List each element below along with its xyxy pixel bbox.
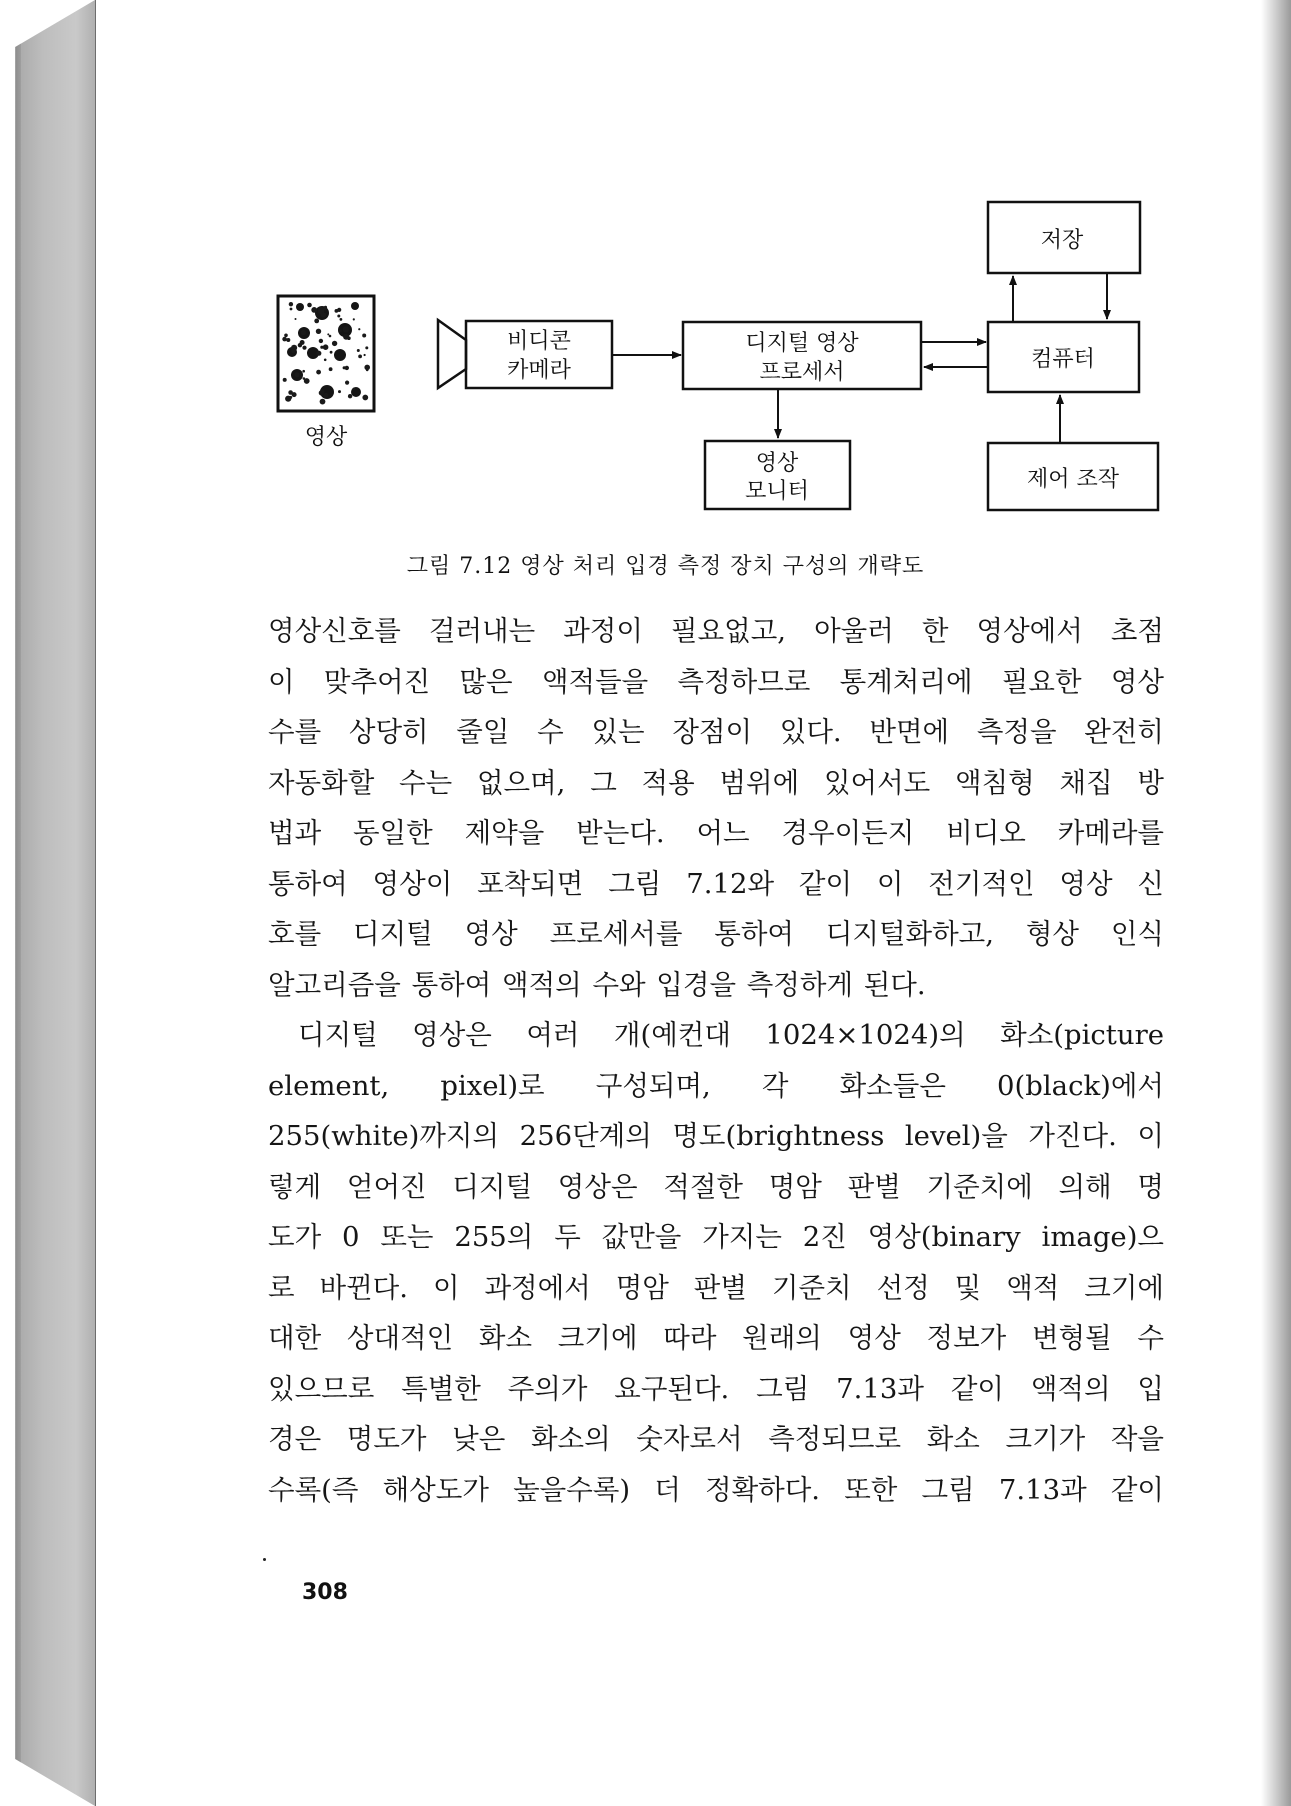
particle-dot xyxy=(301,330,306,335)
particle-dot xyxy=(307,303,312,308)
camera-label-line1: 비디콘 xyxy=(507,329,571,354)
particle-dot xyxy=(311,307,317,313)
text-line: 도가 0 또는 255의 두 값만을 가지는 2진 영상(binary image)으 xyxy=(268,1221,1164,1253)
particle-dot xyxy=(364,354,366,356)
particle-dot xyxy=(358,355,362,359)
particle-dot xyxy=(366,369,369,372)
particle-dot xyxy=(343,366,346,369)
text-line: 있으므로 특별한 주의가 요구된다. 그림 7.13과 같이 액적의 입 xyxy=(268,1372,1164,1405)
text-line: 통하여 영상이 포착되면 그림 7.12와 같이 이 전기적인 영상 신 xyxy=(268,867,1164,900)
particle-dot xyxy=(345,381,349,385)
text-line: 법과 동일한 제약을 받는다. 어느 경우이든지 비디오 카메라를 xyxy=(268,817,1164,849)
particle-image xyxy=(278,296,374,411)
digital-image-processor-block xyxy=(683,322,921,389)
print-speck xyxy=(263,1558,266,1561)
monitor-label-line1: 영상 xyxy=(755,451,799,476)
particle-dot xyxy=(292,392,297,397)
particle-dot xyxy=(302,346,306,350)
particle-dot xyxy=(295,372,300,377)
particle-dot xyxy=(351,387,361,397)
particle-dot xyxy=(320,399,326,405)
particle-dot xyxy=(337,315,340,318)
particle-dot xyxy=(282,337,287,342)
particle-dot xyxy=(343,326,349,332)
text-line: 알고리즘을 통하여 액적의 수와 입경을 측정하게 된다. xyxy=(268,968,926,1001)
particle-dot xyxy=(329,367,333,371)
particle-dot xyxy=(284,334,288,338)
storage-label: 저장 xyxy=(1040,228,1084,253)
camera-lens-icon xyxy=(438,320,466,388)
particle-dot xyxy=(351,302,359,310)
text-line: 렇게 얻어진 디지털 영상은 적절한 명암 판별 기준치에 의해 명 xyxy=(268,1170,1164,1203)
particle-dot xyxy=(332,341,337,346)
text-line: 이 맞추어진 많은 액적들을 측정하므로 통계처리에 필요한 영상 xyxy=(268,665,1164,698)
particle-dot xyxy=(323,393,328,398)
processor-label-line1: 디지털 영상 xyxy=(745,331,859,356)
text-line: 경은 명도가 낮은 화소의 숫자로서 측정되므로 화소 크기가 작을 xyxy=(268,1423,1164,1455)
particle-dot xyxy=(319,390,324,395)
vidicon-camera-block xyxy=(466,321,612,388)
computer-block xyxy=(988,322,1139,392)
particle-dot xyxy=(289,396,292,399)
particle-dot xyxy=(314,319,319,324)
particle-dot xyxy=(335,309,339,313)
computer-label: 컴퓨터 xyxy=(1031,347,1095,372)
page-number: 308 xyxy=(302,1580,348,1605)
particle-dot xyxy=(339,330,342,333)
particle-dot xyxy=(353,318,355,320)
control-operation-block xyxy=(988,443,1158,510)
particle-dot xyxy=(357,349,360,352)
image-label: 영상 xyxy=(304,425,348,450)
particle-dot xyxy=(327,333,329,335)
particle-dot xyxy=(362,334,366,338)
particle-dot xyxy=(323,344,329,350)
particle-dot xyxy=(358,328,360,330)
particle-dot xyxy=(353,388,356,391)
particle-dot xyxy=(324,359,327,362)
text-line: 영상신호를 걸러내는 과정이 필요없고, 아울러 한 영상에서 초점 xyxy=(268,615,1164,647)
particle-dot xyxy=(286,338,290,342)
particle-dot xyxy=(340,318,343,321)
text-line: 로 바뀐다. 이 과정에서 명암 판별 기준치 선정 및 액적 크기에 xyxy=(268,1271,1164,1304)
text-line: 수록(즉 해상도가 높을수록) 더 정확하다. 또한 그림 7.13과 같이 xyxy=(268,1473,1164,1506)
particle-dot xyxy=(302,370,305,373)
text-line: 호를 디지털 영상 프로세서를 통하여 디지털화하고, 형상 인식 xyxy=(268,918,1164,950)
particle-dot xyxy=(291,349,295,353)
body-text xyxy=(268,606,1164,1515)
particle-dot xyxy=(334,349,346,361)
particle-dot xyxy=(289,302,293,306)
particle-dot xyxy=(283,378,287,382)
particle-dot xyxy=(362,395,368,401)
figure-caption: 그림 7.12 영상 처리 입경 측정 장치 구성의 개략도 xyxy=(406,554,925,579)
particle-dot xyxy=(304,378,310,384)
particle-dot xyxy=(320,346,323,349)
block-diagram xyxy=(0,0,1291,600)
particle-dot xyxy=(300,340,305,345)
processor-label-line2: 프로세서 xyxy=(759,360,845,385)
particle-dot xyxy=(319,339,323,343)
monitor-label-line2: 모니터 xyxy=(745,479,809,504)
text-line: 대한 상대적인 화소 크기에 따라 원래의 영상 정보가 변형될 수 xyxy=(268,1322,1164,1354)
text-line: 수를 상당히 줄일 수 있는 장점이 있다. 반면에 측정을 완전히 xyxy=(268,716,1164,748)
particle-dot xyxy=(290,308,293,311)
particle-dot xyxy=(318,307,324,313)
camera-label-line2: 카메라 xyxy=(507,358,571,383)
particle-dot xyxy=(316,370,321,375)
particle-dot xyxy=(296,303,304,311)
text-line: 자동화할 수는 없으며, 그 적용 범위에 있어서도 액침형 채집 방 xyxy=(268,766,1164,799)
text-line: 디지털 영상은 여러 개(예컨대 1024×1024)의 화소(picture xyxy=(298,1019,1164,1051)
particle-dot xyxy=(343,334,349,340)
particle-dot xyxy=(338,390,341,393)
control-label: 제어 조작 xyxy=(1026,467,1120,492)
particle-dot xyxy=(348,394,352,398)
image-monitor-block xyxy=(705,441,850,509)
particle-dot xyxy=(316,351,321,356)
particle-dot xyxy=(316,329,321,334)
particle-dot xyxy=(329,335,332,338)
particle-dot xyxy=(330,351,333,354)
particle-dot xyxy=(365,346,368,349)
text-line: 255(white)까지의 256단계의 명도(brightness level)을 가진다. 이 xyxy=(268,1120,1164,1152)
text-line: element, pixel)로 구성되며, 각 화소들은 0(black)에서 xyxy=(268,1069,1164,1102)
particle-dot xyxy=(295,318,297,320)
particle-dot xyxy=(321,312,326,317)
storage-block xyxy=(988,202,1140,273)
